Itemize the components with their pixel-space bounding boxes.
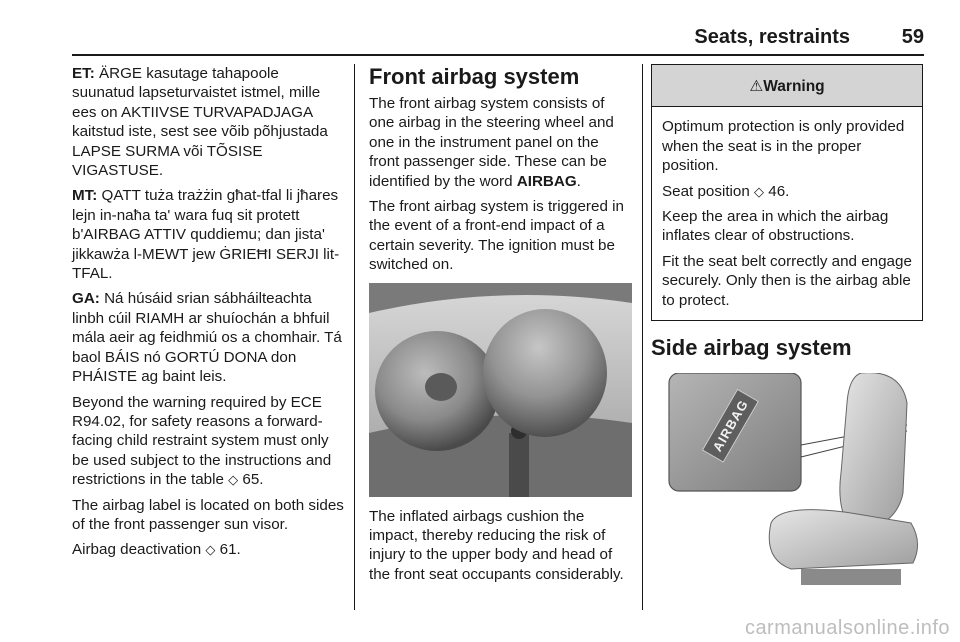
paragraph-ga [72,289,344,386]
page-number: 59 [901,26,924,48]
column-divider-left [354,64,355,610]
warning-triangle-icon: ⚠ [749,78,764,95]
warning-p2 [662,182,912,201]
page-ref-link[interactable]: 61. [219,541,241,559]
warning-header [652,65,922,107]
seat-backrest-shape [840,373,907,523]
warning-title: Warning [763,78,825,95]
page-ref-icon: ◇ [754,183,765,199]
side-airbag-illustration [651,373,923,589]
warning-body [652,107,922,320]
header-rule [72,54,924,56]
paragraph-ece-text: Beyond the warning required by ECE R94.02, for safety reasons a forward-facing child restraint system must only be used subject to the instructions and restrictions in the table [72,393,332,489]
paragraph-deactivation [72,540,344,559]
lang-code-et: ET: [72,65,95,82]
paragraph-front-airbag-1-text: The front airbag system consists of one airbag in the steering wheel and one in the instrument panel on the front passenger side. These can be identified by the word [369,95,614,190]
driver-airbag-center [425,373,457,401]
watermark: carmanualsonline.info [744,617,950,639]
passenger-airbag-shape [483,309,607,437]
section-heading-side-airbag: Side airbag system [651,335,852,361]
paragraph-front-airbag-3: The inflated airbags cushion the impact, thereby reducing the risk of injury to the upper body and head of the front seat occupants considerably. [369,507,624,583]
column-divider-right [642,64,643,610]
paragraph-front-airbag-2: The front airbag system is triggered in the event of a front-end impact of a certain severity. The ignition must be switched on. [369,198,624,274]
warning-p1: Optimum protection is only provided when the seat is in the proper position. [662,118,905,175]
warning-p2-text: Seat position [662,182,755,200]
paragraph-mt [72,186,344,283]
lang-code-ga: GA: [72,290,100,308]
paragraph-et [72,64,344,180]
paragraph-et-text: ÄRGE kasutage tahapoole suunatud lapseturvaistet istmel, mille ees on AKTIIVSE TURVAPADJAGA kaitstud iste, sest see võib põhjustada LAPSE SURMA või TÕSISE VIGASTUSE. [72,65,328,180]
front-airbag-illustration [369,283,632,497]
warning-p4: Fit the seat belt correctly and engage securely. Only then is the airbag able to protect. [662,252,912,309]
header-title: Seats, restraints [694,26,850,48]
page-header [0,0,960,56]
column-middle [369,64,632,590]
lang-code-mt: MT: [72,187,98,205]
paragraph-label: The airbag label is located on both sides of the front passenger sun visor. [72,496,344,533]
airbag-label-text: AIRBAG [709,397,752,455]
page-ref-link[interactable]: 46. [768,182,790,200]
section-heading-front-airbag: Front airbag system [369,64,580,89]
page-ref-link[interactable]: 65. [242,471,264,489]
paragraph-deactivation-text: Airbag deactivation [72,541,206,559]
side-airbag-figure [651,373,923,589]
column-right [651,64,923,589]
seat-cushion-shape [769,510,917,569]
warning-p3: Keep the area in which the airbag inflates clear of obstructions. [662,208,889,245]
seat-base-shape [801,569,901,585]
page-ref-icon: ◇ [228,472,239,488]
warning-box [651,64,923,321]
page-ref-icon: ◇ [205,542,216,558]
paragraph-mt-text: QATT tuża trażżin għat-tfal li jħares lejn in-naħa ta' wara fuq sit protett b'AIRBAG ATTIV quddiemu; dan jista' jikkawża l-MEWT jew ĠRIEĦI SERJI lit-TFAL. [72,187,340,283]
paragraph-front-airbag-1 [369,94,632,191]
gear-shifter-shape [509,433,529,497]
sentence-end: . [576,172,581,190]
paragraph-ece [72,393,344,490]
paragraph-ga-text: Ná húsáid srian sábháilteachta linbh cúil RIAMH ar shuíochán a bhfuil mála aeir ag feidhmiú os a chomhair. Tá baol BÁIS nó GORTÚ DONA don PHÁISTE ag baint leis. [72,290,342,386]
airbag-word: AIRBAG [516,172,577,190]
column-left [72,64,344,566]
